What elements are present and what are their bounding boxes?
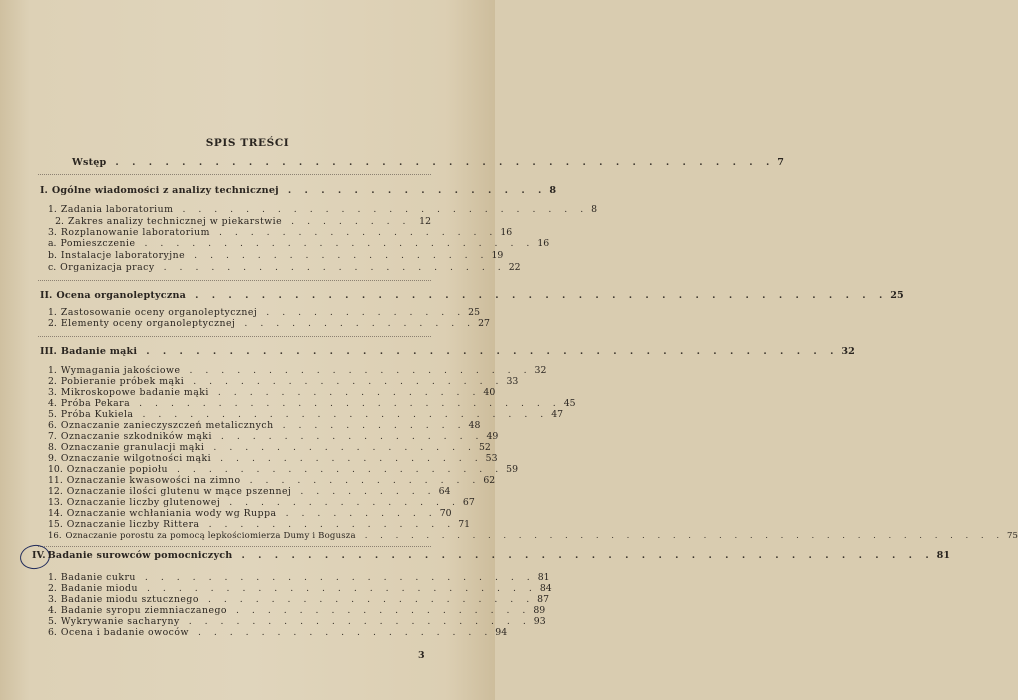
toc-section-3 xyxy=(40,346,855,358)
entry-page: 16 xyxy=(537,238,550,249)
entry-label: Badanie cukru xyxy=(60,572,136,583)
entry-number: 12. xyxy=(48,486,63,497)
leader-dots: . . . . . . . . . . . . xyxy=(282,420,466,431)
entry-page: 25 xyxy=(468,307,481,318)
section-roman: II. xyxy=(40,290,53,301)
section-page: 81 xyxy=(936,550,951,561)
leader-dots: . . . . . . . . . . . . . . . . . xyxy=(220,453,483,464)
entry-label: Organizacja pracy xyxy=(60,262,155,273)
toc-section-4 xyxy=(32,550,951,562)
toc-entry xyxy=(48,204,598,216)
entry-number: 4. xyxy=(48,398,57,409)
leader-dots: . . . . . . . . . . . . . . . . . . . . xyxy=(193,376,504,387)
toc-entry xyxy=(48,627,508,639)
entry-label: Pomieszczenie xyxy=(60,238,136,249)
entry-page: 71 xyxy=(458,519,471,530)
entry-page: 59 xyxy=(506,464,519,475)
toc-entry xyxy=(48,238,550,250)
entry-number: 3. xyxy=(48,387,57,398)
section-roman: III. xyxy=(40,346,57,357)
entry-number: 6. xyxy=(48,420,57,431)
entry-number: 5. xyxy=(48,409,57,420)
entry-label: Próba Kukiela xyxy=(60,409,134,420)
entry-number: 1. xyxy=(48,365,57,376)
leader-dots: . . . . . . . . . . . . . xyxy=(266,307,466,318)
toc-title: SPIS TREŚCI xyxy=(205,137,290,149)
section-roman: I. xyxy=(40,185,48,196)
toc-entry xyxy=(48,530,1018,542)
divider xyxy=(38,280,431,282)
entry-label: Oznaczanie liczby glutenowej xyxy=(66,497,221,508)
toc-section-1 xyxy=(40,185,557,197)
entry-page: 49 xyxy=(486,431,499,442)
entry-label: Pobieranie próbek mąki xyxy=(60,376,185,387)
leader-dots: . . . . . . . . . . . . . . . xyxy=(229,497,460,508)
entry-label: Instalacje laboratoryjne xyxy=(60,250,186,261)
entry-page: 16 xyxy=(500,227,513,238)
section-page: 32 xyxy=(841,346,855,357)
entry-number: 5. xyxy=(48,616,57,627)
entry-label: Oznaczanie ilości glutenu w mące pszennej xyxy=(66,486,292,497)
entry-number: 14. xyxy=(48,508,63,519)
entry-page: 19 xyxy=(491,250,504,261)
entry-number: 9. xyxy=(48,453,57,464)
entry-page: 75 xyxy=(1007,531,1018,541)
section-roman: IV. xyxy=(32,550,46,561)
leader-dots: . . . . . . . . . . . . . . . . . . . . . . . . . . . . . . . . . . . . . . . . . . xyxy=(195,290,888,301)
toc-entry-intro xyxy=(72,157,784,169)
entry-page: 93 xyxy=(533,616,546,627)
entry-page: 40 xyxy=(483,387,496,398)
entry-number: 3. xyxy=(48,227,57,238)
leader-dots: . . . . . . . . . . . . . . . . . . . xyxy=(194,250,489,261)
leader-dots: . . . . . . . . . . . . . . . . xyxy=(208,519,456,530)
entry-label: Oznaczanie granulacji mąki xyxy=(60,442,205,453)
leader-dots: . . . . . . . . . . . . . . . . . . . . . . . . . . . . . . . . . . . . . . . . xyxy=(115,157,775,168)
leader-dots: . . . . . . . . . . . . . . . . . . . . . xyxy=(177,464,504,475)
toc-entry xyxy=(48,262,521,274)
entry-label: Oznaczanie porostu za pomocą lepkościomierza Dumy i Bogusza xyxy=(65,531,356,541)
leader-dots: . . . . . . . . . . . . . . . . . . . . . . . . . . xyxy=(142,409,549,420)
entry-page: 87 xyxy=(537,594,549,605)
leader-dots: . . . . . . . . . . . . . . . . . . . . . . . . . xyxy=(144,572,535,583)
leader-dots: . . . . . . . . . . . . . . . . xyxy=(287,185,547,196)
leader-dots: . . . . . . . . . . xyxy=(285,508,437,519)
leader-dots: . . . . . . . . . . . . . . . . . xyxy=(220,431,484,442)
section-label: Ogólne wiadomości z analizy technicznej xyxy=(51,185,279,196)
toc-entry xyxy=(48,250,504,262)
entry-label: Oznaczanie szkodników mąki xyxy=(60,431,212,442)
entry-number: 1. xyxy=(48,307,57,318)
entry-page: 89 xyxy=(533,605,546,616)
entry-number: 2. xyxy=(48,318,57,329)
entry-page: 84 xyxy=(539,583,552,594)
entry-page: 67 xyxy=(462,497,475,508)
leader-dots: . . . . . . . . . . . . . . . . . . . . . . . . . . . xyxy=(139,398,561,409)
section-label: Badanie mąki xyxy=(60,346,138,357)
entry-page: 48 xyxy=(468,420,481,431)
leader-dots: . . . . . . . . . . . . . . . . . . . . . . . . . . . . . . . . . . . . . . . . . . xyxy=(364,531,1005,541)
entry-number: c. xyxy=(48,262,57,273)
section-label: Ocena organoleptyczna xyxy=(56,290,187,301)
entry-page: 7 xyxy=(777,157,784,168)
page-number: 3 xyxy=(418,650,425,661)
divider xyxy=(38,546,431,548)
leader-dots: . . . . . . . . . . . . . . . xyxy=(249,475,481,486)
entry-number: 1. xyxy=(48,572,57,583)
entry-page: 62 xyxy=(483,475,496,486)
entry-page: 33 xyxy=(506,376,519,387)
entry-page: 45 xyxy=(563,398,576,409)
entry-page: 53 xyxy=(485,453,498,464)
leader-dots: . . . . . . . . . . . . . . . . . xyxy=(213,442,476,453)
section-label: Badanie surowców pomocniczych xyxy=(47,550,233,561)
divider xyxy=(38,336,431,338)
entry-label: Oznaczanie wchłaniania wody wg Ruppa xyxy=(66,508,277,519)
entry-label: Oznaczanie liczby Rittera xyxy=(66,519,200,530)
entry-number: 11. xyxy=(48,475,63,486)
entry-label: Oznaczanie zanieczyszczeń metalicznych xyxy=(60,420,274,431)
entry-label: Wykrywanie sacharyny xyxy=(60,616,180,627)
entry-page: 70 xyxy=(439,508,452,519)
entry-page: 8 xyxy=(591,204,598,215)
entry-number: 2. xyxy=(48,583,57,594)
section-page: 8 xyxy=(549,185,557,196)
leader-dots: . . . . . . . . . . . . . . . . . . . . . . . . . . . . . . . . . . . . . . . . . . xyxy=(146,346,839,357)
section-page: 25 xyxy=(890,290,904,301)
toc-entry xyxy=(48,318,490,330)
entry-label: Elementy oceny organoleptycznej xyxy=(60,318,236,329)
entry-label: Wstęp xyxy=(72,157,107,168)
entry-page: 52 xyxy=(478,442,491,453)
entry-label: Badanie syropu ziemniaczanego xyxy=(60,605,227,616)
entry-number: 1. xyxy=(48,204,57,215)
toc-section-2 xyxy=(40,290,904,302)
entry-label: Oznaczanie kwasowości na zimno xyxy=(66,475,241,486)
entry-number: 3. xyxy=(48,594,57,605)
entry-label: Badanie miodu xyxy=(60,583,138,594)
leader-dots: . . . . . . . . . . . . . . . xyxy=(244,318,476,329)
entry-number: a. xyxy=(48,238,57,249)
entry-label: Zakres analizy technicznej w piekarstwie xyxy=(68,216,283,227)
leader-dots: . . . . . . . . . . . . . . . . . . xyxy=(218,227,498,238)
entry-label: Ocena i badanie owoców xyxy=(60,627,189,638)
divider xyxy=(38,174,431,176)
leader-dots: . . . . . . . . . . . . . . . . . . . . . . . . . xyxy=(144,238,535,249)
entry-label: Próba Pekara xyxy=(60,398,131,409)
entry-number: b. xyxy=(48,250,57,261)
entry-label: Oznaczanie popiołu xyxy=(66,464,168,475)
leader-dots: . . . . . . . . . . . . . . . . . . . . . xyxy=(207,594,535,605)
leader-dots: . . . . . . . . . . . . . . . . . . . . . . . . . . . . . . . . . . . . . . . . . . xyxy=(241,550,934,561)
entry-label: Wymagania jakościowe xyxy=(60,365,181,376)
entry-number: 2. xyxy=(55,216,64,227)
entry-number: 16. xyxy=(48,531,62,541)
leader-dots: . . . . . . . . xyxy=(291,216,411,227)
entry-label: Mikroskopowe badanie mąki xyxy=(60,387,209,398)
entry-label: Zadania laboratorium xyxy=(60,204,174,215)
entry-page: 32 xyxy=(534,365,547,376)
entry-number: 2. xyxy=(48,376,57,387)
entry-number: 7. xyxy=(48,431,57,442)
leader-dots: . . . . . . . . . . . . . . . . . . . . . . xyxy=(163,262,506,273)
entry-page: 94 xyxy=(495,627,508,638)
entry-label: Zastosowanie oceny organoleptycznej xyxy=(60,307,258,318)
leader-dots: . . . . . . . . . . . . . . . . . . . . . . . . . xyxy=(147,583,537,594)
entry-number: 13. xyxy=(48,497,63,508)
leader-dots: . . . . . . . . . . . . . . . . . . . . . . . . . . xyxy=(182,204,589,215)
entry-number: 4. xyxy=(48,605,57,616)
entry-page: 81 xyxy=(537,572,550,583)
entry-page: 22 xyxy=(508,262,521,273)
entry-label: Badanie miodu sztucznego xyxy=(60,594,199,605)
leader-dots: . . . . . . . . . . . . . . . . . . . xyxy=(236,605,531,616)
leader-dots: . . . . . . . . . xyxy=(300,486,436,497)
entry-page: 12 xyxy=(419,216,431,227)
leader-dots: . . . . . . . . . . . . . . . . . . . xyxy=(197,627,493,638)
entry-number: 10. xyxy=(48,464,63,475)
entry-number: 15. xyxy=(48,519,63,530)
entry-number: 8. xyxy=(48,442,57,453)
leader-dots: . . . . . . . . . . . . . . . . . . . . . . xyxy=(189,365,532,376)
entry-number: 6. xyxy=(48,627,57,638)
leader-dots: . . . . . . . . . . . . . . . . . xyxy=(217,387,481,398)
entry-page: 47 xyxy=(551,409,564,420)
entry-label: Rozplanowanie laboratorium xyxy=(60,227,210,238)
entry-label: Oznaczanie wilgotności mąki xyxy=(60,453,212,464)
entry-page: 64 xyxy=(438,486,451,497)
leader-dots: . . . . . . . . . . . . . . . . . . . . . . xyxy=(188,616,531,627)
entry-page: 27 xyxy=(478,318,490,329)
